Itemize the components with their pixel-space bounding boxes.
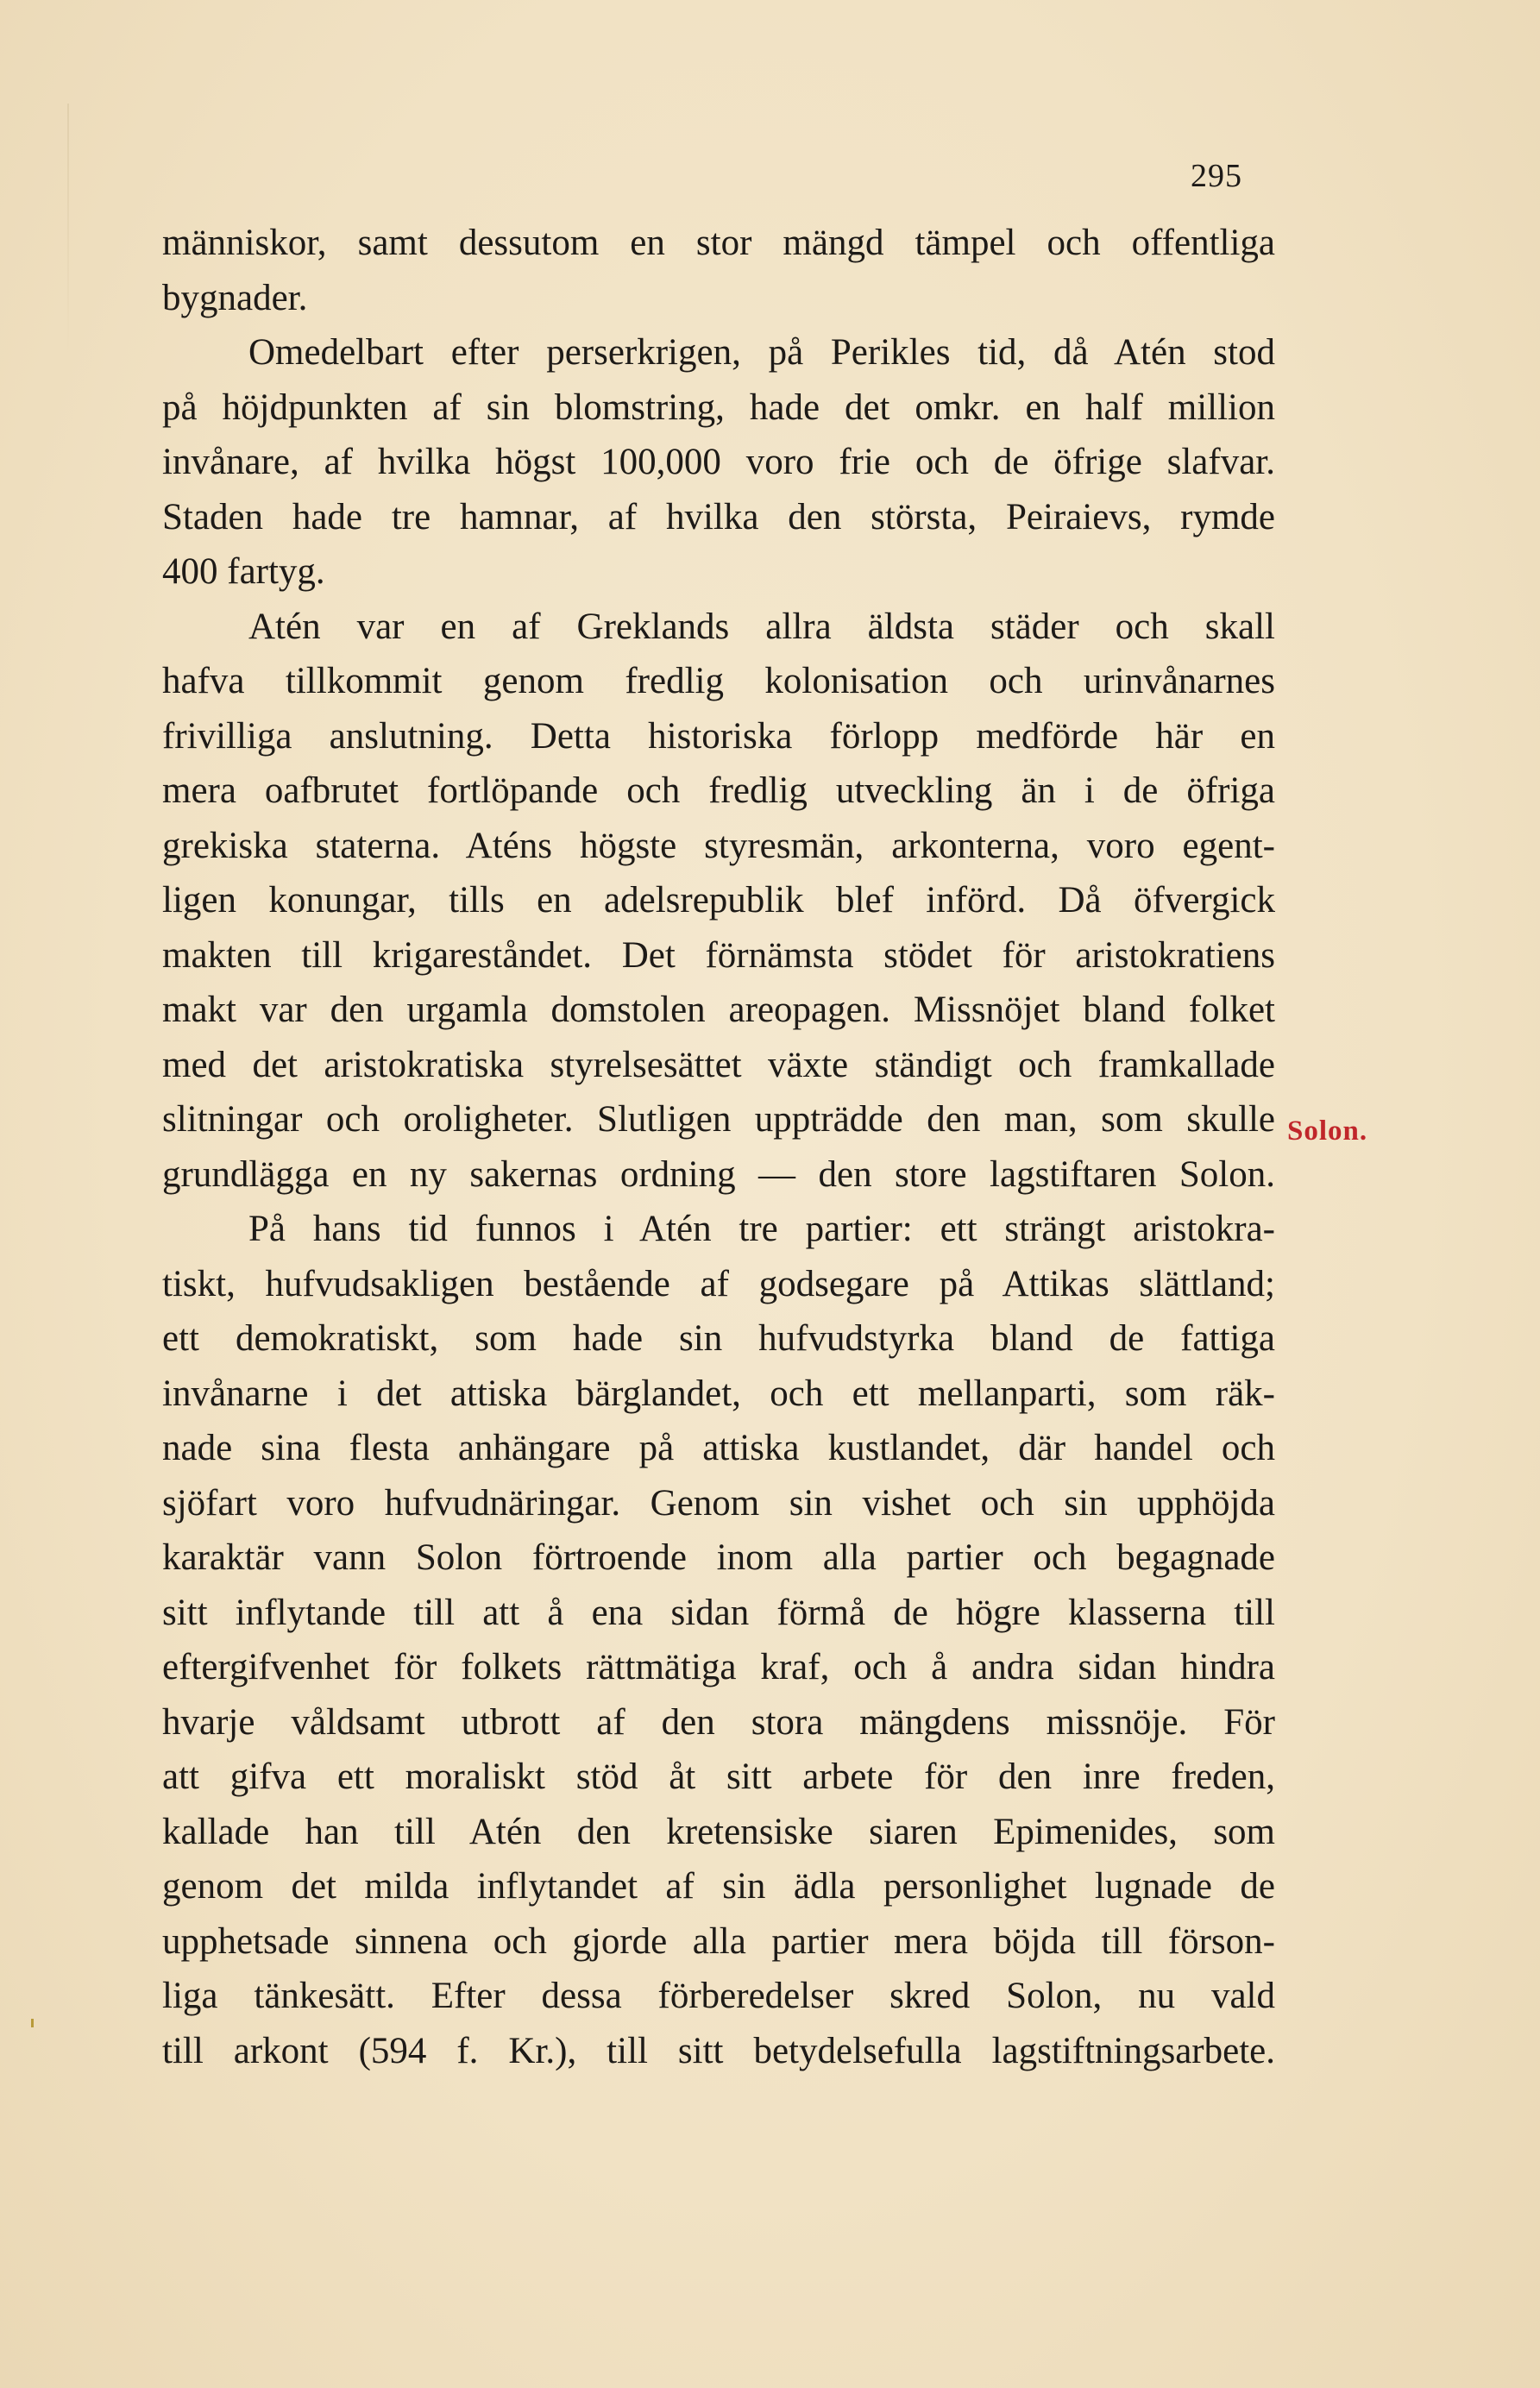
text-line: med det aristokratiska styrelsesättet växte ständigt och framkallade [162, 1044, 1275, 1085]
text-line: Omedelbart efter perserkrigen, på Perikles tid, då Atén stod [248, 332, 1275, 373]
marginal-note: Solon. [1287, 1115, 1368, 1147]
text-line: invånarne i det attiska bärglandet, och ett mellanparti, som räk- [162, 1373, 1275, 1414]
text-line: att gifva ett moraliskt stöd åt sitt arbete för den inre freden, [162, 1756, 1275, 1797]
text-line: sitt inflytande till att å ena sidan förmå de högre klasserna till [162, 1592, 1275, 1633]
text-line: ett demokratiskt, som hade sin hufvudstyrka bland de fattiga [162, 1318, 1275, 1359]
text-line: På hans tid funnos i Atén tre partier: ett strängt aristokra- [248, 1209, 1275, 1249]
text-line: hvarje våldsamt utbrott af den stora mängdens missnöje. För [162, 1701, 1275, 1743]
text-line: sjöfart voro hufvudnäringar. Genom sin vishet och sin upphöjda [162, 1482, 1275, 1524]
pencil-mark [31, 2019, 34, 2027]
text-line: på höjdpunkten af sin blomstring, hade det omkr. en half million [162, 386, 1275, 428]
body-text [162, 216, 1275, 2078]
text-line: frivilliga anslutning. Detta historiska förlopp medförde här en [162, 715, 1275, 757]
text-line: liga tänkesätt. Efter dessa förberedelser skred Solon, nu vald [162, 1976, 1275, 2016]
page-number: 295 [1191, 158, 1242, 194]
text-line: slitningar och oroligheter. Slutligen uppträdde den man, som skulle [162, 1099, 1275, 1140]
text-line: Staden hade tre hamnar, af hvilka den största, Peiraievs, rymde [162, 496, 1275, 537]
text-line: ligen konungar, tills en adelsrepublik blef införd. Då öfvergick [162, 880, 1275, 921]
text-line: tiskt, hufvudsakligen bestående af godsegare på Attikas slättland; [162, 1263, 1275, 1304]
text-line: grundlägga en ny sakernas ordning — den store lagstiftaren Solon. [162, 1153, 1275, 1195]
text-line: människor, samt dessutom en stor mängd tämpel och offentliga [162, 223, 1275, 263]
text-line: makt var den urgamla domstolen areopagen. Missnöjet bland folket [162, 990, 1275, 1030]
page-edge-shadow [67, 104, 69, 362]
text-line: eftergifvenhet för folkets rättmätiga kraf, och å andra sidan hindra [162, 1647, 1275, 1687]
text-line: bygnader. [162, 277, 308, 318]
text-line: grekiska staterna. Aténs högste styresmän, arkonterna, voro egent- [162, 825, 1275, 866]
text-line: kallade han till Atén den kretensiske siaren Epimenides, som [162, 1811, 1275, 1852]
text-line: invånare, af hvilka högst 100,000 voro frie och de öfrige slafvar. [162, 442, 1275, 482]
text-line: Atén var en af Greklands allra äldsta städer och skall [248, 606, 1275, 647]
text-line: mera oafbrutet fortlöpande och fredlig utveckling än i de öfriga [162, 770, 1275, 811]
text-line: nade sina flesta anhängare på attiska kustlandet, där handel och [162, 1428, 1275, 1468]
text-line: makten till krigareståndet. Det förnämsta stödet för aristokratiens [162, 934, 1275, 976]
text-line: 400 fartyg. [162, 551, 325, 592]
text-line: genom det milda inflytandet af sin ädla personlighet lugnade de [162, 1866, 1275, 1907]
text-line: hafva tillkommit genom fredlig kolonisation och urinvånarnes [162, 661, 1275, 701]
text-line: till arkont (594 f. Kr.), till sitt betydelsefulla lagstiftningsarbete. [162, 2030, 1275, 2071]
text-line: karaktär vann Solon förtroende inom alla partier och begagnade [162, 1537, 1275, 1578]
text-line: upphetsade sinnena och gjorde alla partier mera böjda till förson- [162, 1920, 1275, 1962]
